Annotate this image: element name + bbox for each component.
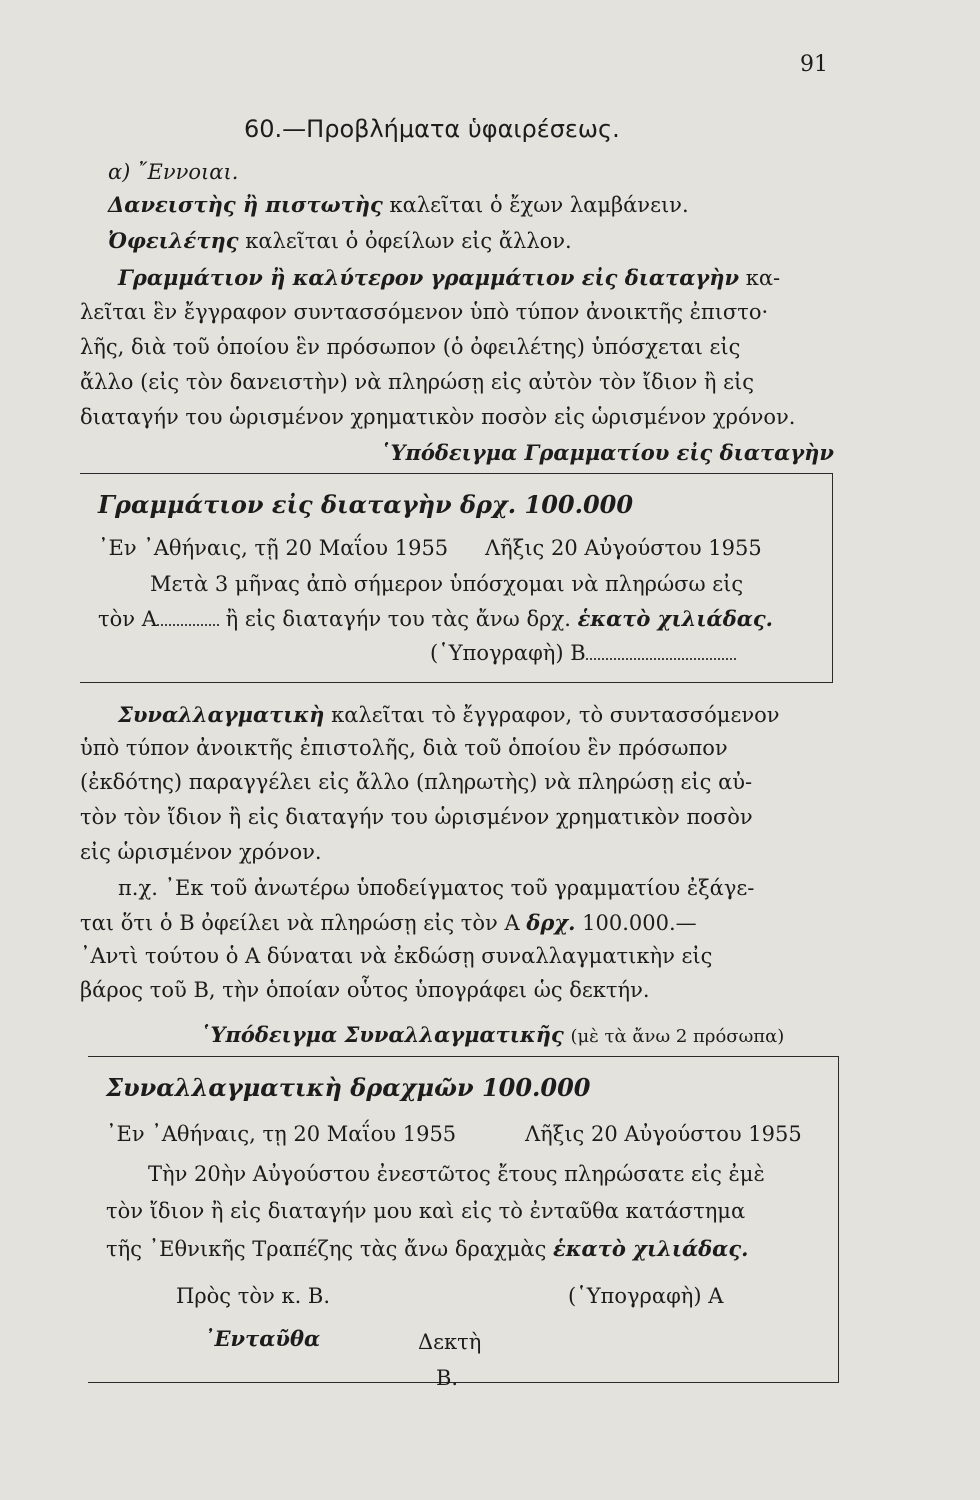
bill-addressee: Πρὸς τὸν κ. Β. xyxy=(176,1284,331,1308)
grammatio-line-3: λῆς, διὰ τοῦ ὁποίου ἓν πρόσωπον (ὁ ὀφειλέτης) ὑπόσχεται εἰς xyxy=(80,335,741,359)
bill-acceptor: Β. xyxy=(436,1366,459,1390)
example-line-1: π.χ. ᾽Εκ τοῦ ἀνωτέρω ὑποδείγματος τοῦ γραμματίου ἐξάγε- xyxy=(118,876,755,900)
promissory-note-signature xyxy=(430,641,736,665)
payee-amount: ἑκατὸ χιλιάδας. xyxy=(577,606,773,631)
example-line-2 xyxy=(80,910,697,935)
example-amount: 100.000.— xyxy=(582,911,697,935)
synallagmatiki-line-5: εἰς ὡρισμένον χρόνον. xyxy=(80,840,322,864)
promissory-note-place-date: ᾽Εν ᾽Αθήναις, τῇ 20 Μαΐου 1955 xyxy=(98,536,449,560)
signature-label: (῾Υπογραφὴ) Β xyxy=(430,641,586,665)
synallagmatiki-line-2: ὑπὸ τύπον ἀνοικτῆς ἐπιστολῆς, διὰ τοῦ ὁποίου ἓν πρόσωπον xyxy=(80,736,728,760)
payee-text: ἢ εἰς διαταγήν του τὰς ἄνω δρχ. xyxy=(225,607,571,631)
definition-debtor-term: Ὀφειλέτης xyxy=(108,228,239,253)
payee-dotted-line xyxy=(157,624,219,626)
bill-accepted: Δεκτὴ xyxy=(418,1330,482,1354)
bill-entautha: ᾽Ενταῦθα xyxy=(204,1326,321,1351)
example2-note: (μὲ τὰ ἄνω 2 πρόσωπα) xyxy=(570,1026,785,1047)
definition-debtor-text: καλεῖται ὁ ὀφείλων εἰς ἄλλον. xyxy=(245,229,572,253)
bill-line-2: τὸν ἴδιον ἢ εἰς διαταγήν μου καὶ εἰς τὸ ἐνταῦθα κατάστημα xyxy=(106,1199,746,1223)
bill-due-date: Λῆξις 20 Αὐγούστου 1955 xyxy=(525,1122,802,1146)
synallagmatiki-line-3: (ἐκδότης) παραγγέλει εἰς ἄλλο (πληρωτὴς) νὰ πληρώσῃ εἰς αὐ- xyxy=(80,770,753,794)
definition-creditor-term: Δανειστὴς ἢ πιστωτὴς xyxy=(108,192,383,217)
bill-line-3 xyxy=(106,1236,748,1261)
grammatio-line-5: διαταγήν του ὡρισμένον χρηματικὸν ποσὸν εἰς ὡρισμένον χρόνον. xyxy=(80,405,796,429)
bill-signature: (῾Υπογραφὴ) Α xyxy=(568,1284,724,1308)
subsection-a-title: α) ῎Εννοιαι. xyxy=(108,160,239,184)
example-amount-label: δρχ. xyxy=(526,910,576,935)
example2-title-line xyxy=(200,1022,784,1047)
definition-debtor xyxy=(108,228,572,253)
grammatio-line-1-rest: κα- xyxy=(745,266,781,290)
example2-title: ῾Υπόδειγμα Συναλλαγματικῆς xyxy=(200,1022,564,1047)
payee-label: τὸν Α xyxy=(98,607,157,631)
synallagmatiki-line-1 xyxy=(118,702,780,727)
grammatio-line-2: λεῖται ἓν ἔγγραφον συντασσόμενον ὑπὸ τύπον ἀνοικτῆς ἐπιστο· xyxy=(80,300,769,324)
grammatio-line-1 xyxy=(118,265,780,290)
promissory-note-due-date: Λῆξις 20 Αὐγούστου 1955 xyxy=(485,536,762,560)
definition-creditor xyxy=(108,192,689,217)
bill-line-1: Τὴν 20ὴν Αὐγούστου ἐνεστῶτος ἔτους πληρώσατε εἰς ἐμὲ xyxy=(148,1162,765,1186)
bill-line-3-text: τῆς ᾽Εθνικῆς Τραπέζης τὰς ἄνω δραχμὰς xyxy=(106,1237,547,1261)
grammatio-line-4: ἄλλο (εἰς τὸν δανειστὴν) νὰ πληρώσῃ εἰς αὐτὸν τὸν ἴδιον ἢ εἰς xyxy=(80,370,755,394)
promissory-note-promise: Μετὰ 3 μῆνας ἀπὸ σήμερον ὑπόσχομαι νὰ πληρώσω εἰς xyxy=(150,572,744,596)
promissory-note-payee xyxy=(98,606,773,631)
synallagmatiki-term: Συναλλαγματικὴ xyxy=(118,702,325,727)
bill-place-date: ᾽Εν ᾽Αθήναις, τῃ 20 Μαΐου 1955 xyxy=(106,1122,457,1146)
synallagmatiki-line-1-rest: καλεῖται τὸ ἔγγραφον, τὸ συντασσόμενον xyxy=(331,703,780,727)
example-line-2-text: ται ὅτι ὁ Β ὀφείλει νὰ πληρώσῃ εἰς τὸν Α xyxy=(80,911,520,935)
definition-creditor-text: καλεῖται ὁ ἔχων λαμβάνειν. xyxy=(389,193,689,217)
synallagmatiki-line-4: τὸν τὸν ἴδιον ἢ εἰς διαταγήν του ὡρισμένον χρηματικὸν ποσὸν xyxy=(80,805,753,829)
page-number: 91 xyxy=(800,52,828,77)
example-line-4: βάρος τοῦ Β, τὴν ὁποίαν οὗτος ὑπογράφει ὡς δεκτήν. xyxy=(80,978,650,1002)
example1-title: ῾Υπόδειγμα Γραμματίου εἰς διαταγὴν xyxy=(380,440,834,465)
promissory-note-title: Γραμμάτιον εἰς διαταγὴν δρχ. 100.000 xyxy=(98,490,634,519)
section-heading: 60.—Προβλήματα ὑφαιρέσεως. xyxy=(244,115,620,143)
grammatio-term: Γραμμάτιον ἢ καλύτερον γραμμάτιον εἰς διαταγὴν xyxy=(118,265,740,290)
example-line-3: ᾽Αντὶ τούτου ὁ Α δύναται νὰ ἐκδώσῃ συναλλαγματικὴν εἰς xyxy=(80,944,713,968)
bill-title: Συναλλαγματικὴ δραχμῶν 100.000 xyxy=(106,1073,591,1102)
bill-amount: ἑκατὸ χιλιάδας. xyxy=(553,1236,749,1261)
signature-dotted-line xyxy=(586,658,736,660)
